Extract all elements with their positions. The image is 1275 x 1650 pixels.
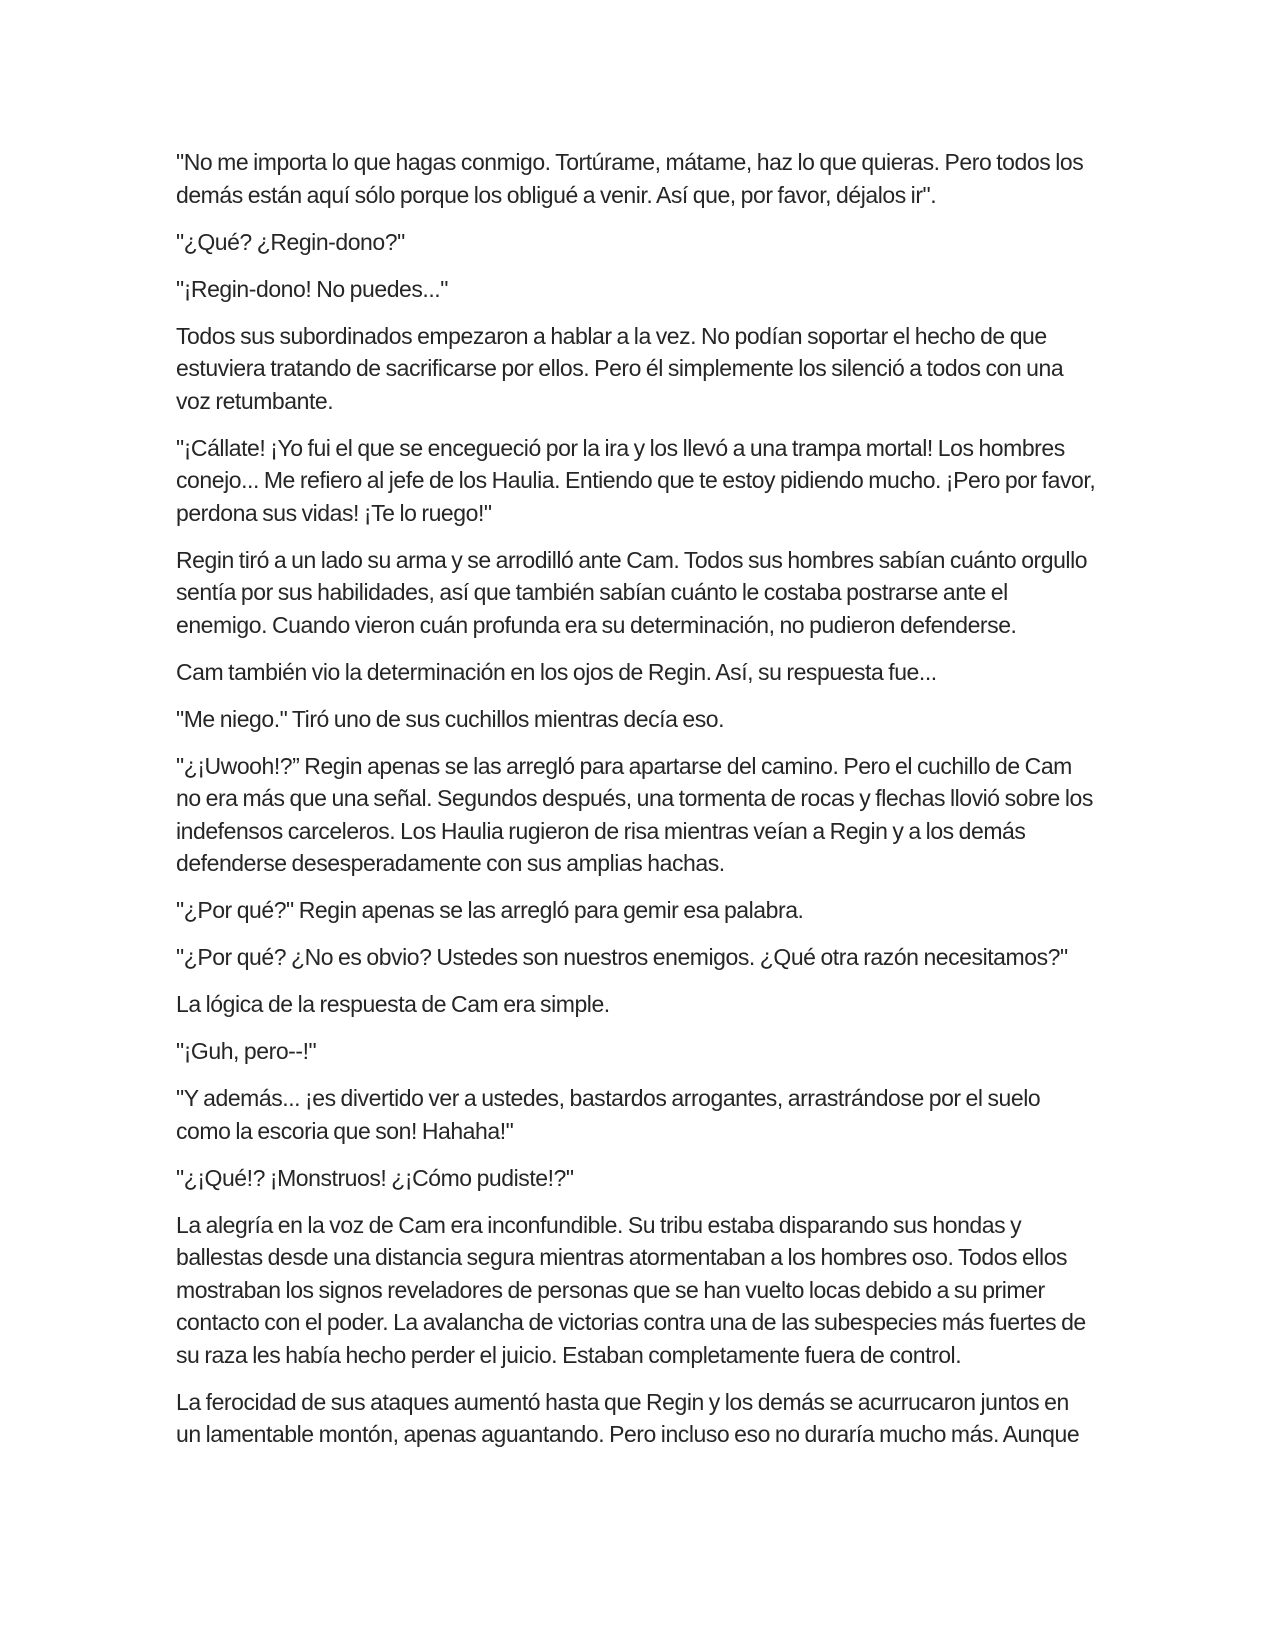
paragraph-3: "¡Regin-dono! No puedes..." — [176, 275, 448, 302]
document-page — [176, 146, 1096, 1465]
paragraph-2: "¿Qué? ¿Regin-dono?" — [176, 228, 405, 255]
paragraph-1: "No me importa lo que hagas conmigo. Tortúrame, mátame, haz lo que quieras. Pero todos los demás están aquí sólo porque los obligué a venir. Así que, por favor, déjalos ir". — [176, 149, 1084, 208]
paragraph-16: La alegría en la voz de Cam era inconfundible. Su tribu estaba disparando sus hondas y ballestas desde una distancia segura mientras atormentaban a los hombres oso. Todos ellos mostraban los signos reveladores de personas que se han vuelto locas debido a su primer contacto con el poder. La avalancha de victorias contra una de las subespecies más fuertes de su raza les había hecho perder el juicio. Estaban completamente fuera de control. — [176, 1211, 1086, 1368]
paragraph-11: "¿Por qué? ¿No es obvio? Ustedes son nuestros enemigos. ¿Qué otra razón necesitamos?" — [176, 944, 1068, 970]
paragraph-9: "¿¡Uwooh!?” Regin apenas se las arregló para apartarse del camino. Pero el cuchillo de Cam no era más que una señal. Segundos después, una tormenta de rocas y flechas llovió sobre los indefensos carceleros. Los Haulia rugieron de risa mientras veían a Regin y a los demás defenderse desesperadamente con sus amplias hachas. — [176, 752, 1093, 876]
paragraph-4: Todos sus subordinados empezaron a hablar a la vez. No podían soportar el hecho de que estuviera tratando de sacrificarse por ellos. Pero él simplemente los silenció a todos con una voz retumbante. — [176, 322, 1064, 414]
paragraph-17: La ferocidad de sus ataques aumentó hasta que Regin y los demás se acurrucaron juntos en un lamentable montón, apenas aguantando. Pero incluso eso no duraría mucho más. Aunque — [176, 1388, 1080, 1447]
paragraph-8: "Me niego." Tiró uno de sus cuchillos mientras decía eso. — [176, 705, 725, 732]
paragraph-5: "¡Cállate! ¡Yo fui el que se encegueció por la ira y los llevó a una trampa mortal! Los hombres conejo... Me refiero al jefe de los Haulia. Entiendo que te estoy pidiendo mucho. ¡Pero por favor, perdona sus vidas! ¡Te lo ruego!" — [176, 434, 1096, 526]
paragraph-13: "¡Guh, pero--!" — [176, 1038, 317, 1064]
paragraph-6: Regin tiró a un lado su arma y se arrodilló ante Cam. Todos sus hombres sabían cuánto orgullo sentía por sus habilidades, así que también sabían cuánto le costaba postrarse ante el enemigo. Cuando vieron cuán profunda era su determinación, no pudieron defenderse. — [176, 546, 1088, 638]
paragraph-7: Cam también vio la determinación en los ojos de Regin. Así, su respuesta fue... — [176, 658, 937, 685]
paragraph-15: "¿¡Qué!? ¡Monstruos! ¿¡Cómo pudiste!?" — [176, 1164, 574, 1191]
paragraph-14: "Y además... ¡es divertido ver a ustedes, bastardos arrogantes, arrastrándose por el suelo como la escoria que son! Hahaha!" — [176, 1085, 1041, 1144]
paragraph-10: "¿Por qué?" Regin apenas se las arregló para gemir esa palabra. — [176, 897, 804, 923]
paragraph-12: La lógica de la respuesta de Cam era simple. — [176, 991, 610, 1017]
